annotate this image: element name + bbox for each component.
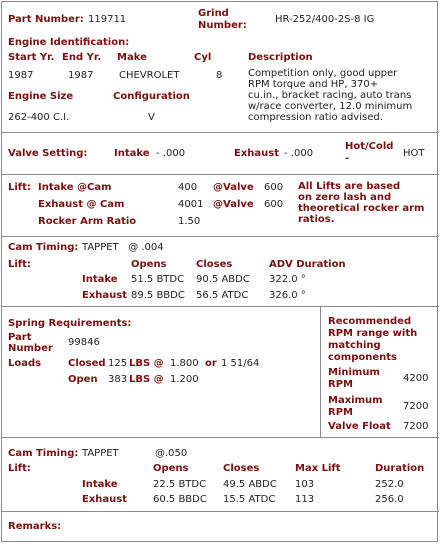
hot-cold-label-1: Hot/Cold	[345, 141, 394, 152]
grind-number-label-1: Grind	[198, 8, 229, 19]
open-load-value: 383	[108, 374, 128, 385]
max-rpm-value: 7200	[403, 401, 429, 412]
description-text	[248, 68, 412, 123]
cam-timing-label: Cam Timing:	[8, 242, 79, 253]
timing-050-intake-label: Intake	[82, 479, 118, 490]
col-description: Description	[248, 52, 313, 63]
lift-exhaust-cam: 4001	[178, 199, 204, 210]
lift-intake-valve-label: @Valve	[213, 182, 254, 193]
rpm-title-line: Recommended	[328, 316, 412, 327]
remarks-label: Remarks:	[8, 521, 62, 532]
part-number-label: Part Number:	[8, 14, 84, 25]
lift-note-line: All Lifts are based	[298, 181, 401, 192]
timing-exhaust-opens: 89.5 BBDC	[131, 290, 185, 301]
closed-height-value: 1.800	[170, 358, 199, 369]
grind-number-label-2: Number:	[198, 20, 247, 31]
lift-intake-label: Intake @Cam	[38, 182, 112, 193]
closed-label: Closed	[68, 358, 106, 369]
lift-section	[2, 175, 439, 237]
lift-note-line: on zero lash and	[298, 192, 392, 203]
end-year-value: 1987	[68, 70, 94, 81]
loads-label: Loads	[8, 358, 42, 369]
rpm-title-line: matching	[328, 340, 381, 351]
col-end-year: End Yr.	[62, 52, 102, 63]
configuration-value: V	[148, 112, 155, 123]
cam-timing-050-section	[2, 438, 439, 512]
closed-lbs-label: LBS @	[129, 358, 164, 369]
lift-exhaust-label: Exhaust @ Cam	[38, 199, 125, 210]
rpm-title-line: components	[328, 352, 397, 363]
cam-timing-050-lift-label: Lift:	[8, 463, 31, 474]
cyl-value: 8	[216, 70, 223, 81]
timing-exhaust-closes: 56.5 ATDC	[196, 290, 249, 301]
spring-requirements-label: Spring Requirements:	[8, 318, 132, 329]
col-adv-duration: ADV Duration	[269, 259, 346, 270]
timing-050-intake-maxlift: 103	[295, 479, 315, 490]
timing-exhaust-label: Exhaust	[82, 290, 127, 301]
lift-intake-valve: 600	[264, 182, 284, 193]
col-opens: Opens	[131, 259, 167, 270]
lift-note-line: ratios.	[298, 214, 335, 225]
valve-setting-section	[2, 133, 439, 175]
cam-timing-050-label: Cam Timing:	[8, 448, 79, 459]
min-rpm-label-1: Minimum	[328, 367, 380, 378]
closed-load-value: 125	[108, 358, 128, 369]
lift-label: Lift:	[8, 182, 31, 193]
make-value: CHEVROLET	[119, 70, 180, 81]
max-rpm-label-1: Maximum	[328, 395, 383, 406]
valve-float-label: Valve Float	[328, 421, 391, 432]
timing-050-exhaust-label: Exhaust	[82, 494, 127, 505]
cam-timing-050-method-1: TAPPET	[82, 448, 119, 459]
cam-spec-card	[1, 1, 438, 542]
start-year-value: 1987	[8, 70, 34, 81]
timing-050-exhaust-closes: 15.5 ATDC	[223, 494, 276, 505]
engine-id-label: Engine Identification:	[8, 37, 130, 48]
lift-exhaust-valve-label: @Valve	[213, 199, 254, 210]
engine-size-label: Engine Size	[8, 91, 74, 102]
timing-050-intake-closes: 49.5 ABDC	[223, 479, 277, 490]
timing-intake-label: Intake	[82, 274, 118, 285]
min-rpm-label-2: RPM	[328, 379, 353, 390]
description-line: w/race converter, 12.0 minimum	[248, 101, 413, 112]
timing-050-exhaust-opens: 60.5 BBDC	[153, 494, 207, 505]
configuration-label: Configuration	[113, 91, 190, 102]
valve-setting-label: Valve Setting:	[8, 148, 88, 159]
lift-exhaust-valve: 600	[264, 199, 284, 210]
col-closes-050: Closes	[223, 463, 260, 474]
rpm-title-line: RPM range with	[328, 328, 418, 339]
col-closes: Closes	[196, 259, 233, 270]
col-start-year: Start Yr.	[8, 52, 55, 63]
grind-number-value: HR-252/400-2S-8 IG	[275, 14, 375, 25]
spring-section	[2, 307, 439, 438]
col-cyl: Cyl	[194, 52, 212, 63]
lift-intake-cam: 400	[178, 182, 198, 193]
cam-timing-method: TAPPET @ .004	[82, 242, 164, 253]
open-height-value: 1.200	[170, 374, 199, 385]
or-label: or	[205, 358, 217, 369]
timing-intake-closes: 90.5 ABDC	[196, 274, 250, 285]
lift-note	[298, 181, 424, 225]
cam-timing-004-section	[2, 237, 439, 307]
remarks-section	[2, 512, 439, 542]
max-rpm-label-2: RPM	[328, 407, 353, 418]
min-rpm-value: 4200	[403, 373, 429, 384]
rocker-ratio-label: Rocker Arm Ratio	[38, 216, 137, 227]
open-lbs-label: LBS @	[129, 374, 164, 385]
timing-050-intake-opens: 22.5 BTDC	[153, 479, 207, 490]
timing-exhaust-duration: 326.0 °	[269, 290, 306, 301]
hot-cold-label-2: -	[345, 153, 350, 164]
col-opens-050: Opens	[153, 463, 189, 474]
cam-timing-lift-label: Lift:	[8, 259, 31, 270]
valve-intake-label: Intake	[114, 148, 150, 159]
timing-050-intake-duration: 252.0	[375, 479, 404, 490]
open-label: Open	[68, 374, 98, 385]
part-number-value: 119711	[88, 14, 127, 25]
col-make: Make	[117, 52, 147, 63]
timing-050-exhaust-duration: 256.0	[375, 494, 404, 505]
timing-intake-opens: 51.5 BTDC	[131, 274, 185, 285]
valve-float-value: 7200	[403, 421, 429, 432]
valve-exhaust-value: - .000	[284, 148, 314, 159]
hot-cold-value: HOT	[403, 148, 425, 159]
timing-intake-duration: 322.0 °	[269, 274, 306, 285]
rpm-title	[328, 316, 417, 364]
rocker-ratio-value: 1.50	[178, 216, 201, 227]
closed-alt-height: 1 51/64	[221, 358, 260, 369]
valve-intake-value: - .000	[156, 148, 186, 159]
description-line: cu.in., bracket racing, auto trans	[248, 90, 412, 101]
cam-timing-050-method-2: @.050	[155, 448, 188, 459]
description-line: compression ratio advised.	[248, 112, 383, 123]
spring-rpm-divider	[320, 307, 321, 437]
spring-part-label-2: Number	[8, 343, 53, 354]
description-line: Competition only, good upper	[248, 68, 398, 79]
timing-050-exhaust-maxlift: 113	[295, 494, 315, 505]
col-duration: Duration	[375, 463, 425, 474]
engine-section	[2, 2, 439, 133]
spring-part-label-1: Part	[8, 332, 32, 343]
engine-size-value: 262-400 C.I.	[8, 112, 70, 123]
description-line: RPM torque and HP, 370+	[248, 79, 379, 90]
spring-part-number: 99846	[68, 337, 100, 348]
col-max-lift: Max Lift	[295, 463, 341, 474]
lift-note-line: theoretical rocker arm	[298, 203, 425, 214]
valve-exhaust-label: Exhaust	[234, 148, 279, 159]
